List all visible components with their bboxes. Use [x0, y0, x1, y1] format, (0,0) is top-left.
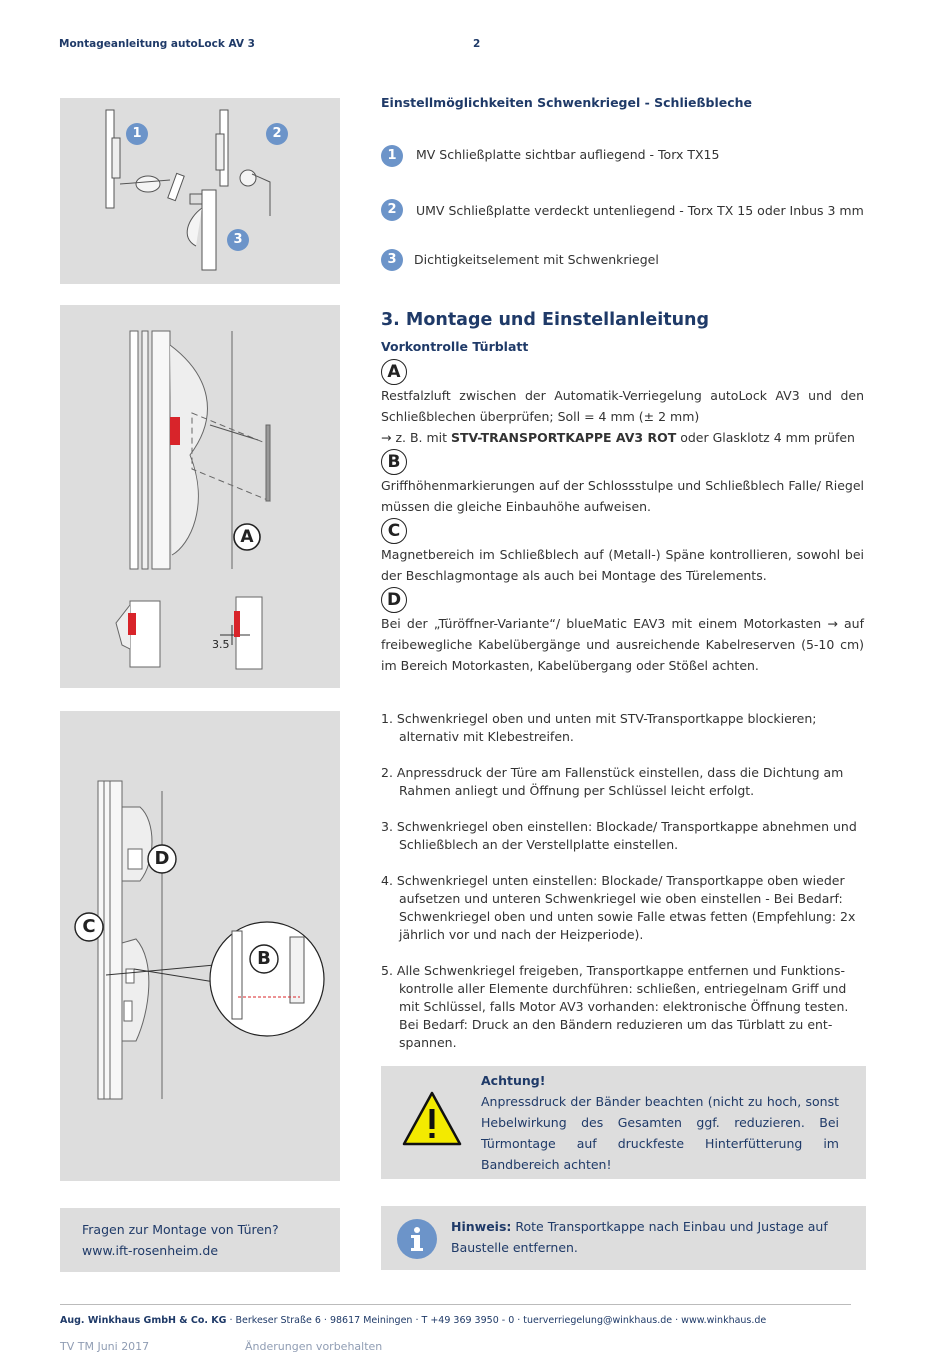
- check-text-b: Griffhöhenmarkierungen auf der Schlossstulpe und Schließblech Falle/ Riegel müssen die gleiche Einbauhöhe aufweisen.: [381, 478, 864, 514]
- check-text-d: Bei der „Türöffner-Variante“/ blueMatic EAV3 mit einem Motorkasten → auf freibewegliche Kabelübergänge und ausreichende Kabelreserven (5-10 cm) im Bereich Motorkasten, Kabelübergang oder Stößel achten.: [381, 616, 864, 673]
- header-title: Montageanleitung autoLock AV 3: [59, 38, 255, 50]
- check-extra-a-pre: → z. B. mit: [381, 430, 452, 445]
- hint-box: [381, 1206, 866, 1270]
- warning-title: Achtung!: [481, 1073, 546, 1088]
- strikeplates-drawing: [60, 98, 340, 284]
- option-number-3: 3: [381, 249, 403, 271]
- pre-check-drawing: [60, 305, 340, 688]
- options-title: Einstellmöglichkeiten Schwenkriegel - Schließbleche: [381, 95, 752, 110]
- option-text-1: MV Schließplatte sichtbar aufliegend - Torx TX15: [416, 147, 720, 162]
- figure3-label-c: C: [82, 916, 96, 937]
- hint-label: Hinweis:: [451, 1219, 512, 1234]
- checks-list: [381, 359, 864, 676]
- check-extra-a: [381, 427, 864, 448]
- figure-adjustment: [60, 711, 340, 1181]
- footer-disclaimer: Änderungen vorbehalten: [245, 1340, 383, 1353]
- option-number-2: 2: [381, 199, 403, 221]
- figure3-label-d: D: [154, 848, 170, 869]
- footer-divider: [60, 1304, 851, 1305]
- option-number-1: 1: [381, 145, 403, 167]
- step-1: 1. Schwenkriegel oben und unten mit STV-Transportkappe blockieren; alternativ mit Klebestreifen.: [381, 711, 817, 744]
- footer-company: Aug. Winkhaus GmbH & Co. KG: [60, 1315, 227, 1326]
- option-text-2: UMV Schließplatte verdeckt untenliegend - Torx TX 15 oder Inbus 3 mm: [416, 203, 864, 218]
- question-box: [60, 1208, 340, 1272]
- question-line: Fragen zur Montage von Türen?: [82, 1222, 279, 1237]
- figure2-label-a: A: [240, 527, 254, 547]
- check-extra-a-post: oder Glasklotz 4 mm prüfen: [676, 430, 855, 445]
- info-icon: [396, 1218, 438, 1260]
- hint-message: Rote Transportkappe nach Einbau und Justage auf Baustelle entfernen.: [451, 1219, 828, 1255]
- step-4: 4. Schwenkriegel unten einstellen: Blockade/ Transportkappe oben wieder aufsetzen und unteren Schwenkriegel wie oben einstellen - Bei Bedarf: Schwenkriegel oben und unten sowie Falle etwas fetten (Empfehlung: 2x jährlich vor und nach der Heizperiode).: [381, 873, 856, 942]
- page-number: 2: [473, 38, 481, 50]
- steps-list: [381, 710, 864, 1070]
- figure1-label-2: 2: [272, 126, 282, 141]
- warning-triangle-icon: [401, 1090, 463, 1148]
- step-5: 5. Alle Schwenkriegel freigeben, Transportkappe entfernen und Funktions-kontrolle aller Elemente durchführen: schließen, entriegelnam Griff und mit Schlüssel, falls Motor AV3 vorhanden: elektronische Öffnung testen. Bei Bedarf: Druck an den Bändern reduzieren um das Türblatt zu ent-spannen.: [381, 963, 849, 1050]
- footer-address: · Berkeser Straße 6 · 98617 Meiningen · T +49 369 3950 - 0 · tuerverriegelung@winkhaus.de · www.winkhaus.de: [226, 1315, 767, 1326]
- option-text-3: Dichtigkeitselement mit Schwenkriegel: [414, 252, 659, 267]
- question-link[interactable]: www.ift-rosenheim.de: [82, 1243, 219, 1258]
- step-3: 3. Schwenkriegel oben einstellen: Blockade/ Transportkappe abnehmen und Schließblech an der Verstellplatte einstellen.: [381, 819, 857, 852]
- figure1-label-1: 1: [132, 126, 142, 141]
- warning-box: [381, 1066, 866, 1179]
- check-letter-a: A: [381, 359, 407, 385]
- check-letter-c: C: [381, 518, 407, 544]
- figure1-label-3: 3: [233, 232, 243, 247]
- step-2: 2. Anpressdruck der Türe am Fallenstück einstellen, dass die Dichtung am Rahmen anliegt und Öffnung per Schlüssel leicht erfolgt.: [381, 765, 844, 798]
- check-text-a: Restfalzluft zwischen der Automatik-Verriegelung autoLock AV3 und den Schließblechen überprüfen; Soll = 4 mm (± 2 mm): [381, 388, 864, 424]
- figure-strikeplates: [60, 98, 340, 284]
- check-text-c: Magnetbereich im Schließblech auf (Metall-) Späne kontrollieren, sowohl bei der Beschlagmontage als auch bei Montage des Türelements.: [381, 547, 864, 583]
- figure-pre-check: [60, 305, 340, 688]
- check-letter-d: D: [381, 587, 407, 613]
- section-subheading: Vorkontrolle Türblatt: [381, 339, 529, 354]
- adjustment-drawing: [60, 711, 340, 1181]
- transport-cap-product: STV-TRANSPORTKAPPE AV3 ROT: [451, 430, 677, 445]
- footer-line: [60, 1315, 766, 1326]
- footer-revision: TV TM Juni 2017: [60, 1340, 150, 1353]
- check-letter-b: B: [381, 449, 407, 475]
- hint-text: [451, 1216, 851, 1258]
- warning-text: Anpressdruck der Bänder beachten (nicht zu hoch, sonst Hebelwirkung des Gesamten ggf. reduzieren. Bei Türmontage auf druckfeste Hinterfütterung im Bandbereich achten!: [481, 1094, 839, 1172]
- figure2-dimension: 3.5: [212, 638, 230, 651]
- section-heading: 3. Montage und Einstellanleitung: [381, 310, 710, 330]
- figure3-label-b: B: [257, 948, 271, 969]
